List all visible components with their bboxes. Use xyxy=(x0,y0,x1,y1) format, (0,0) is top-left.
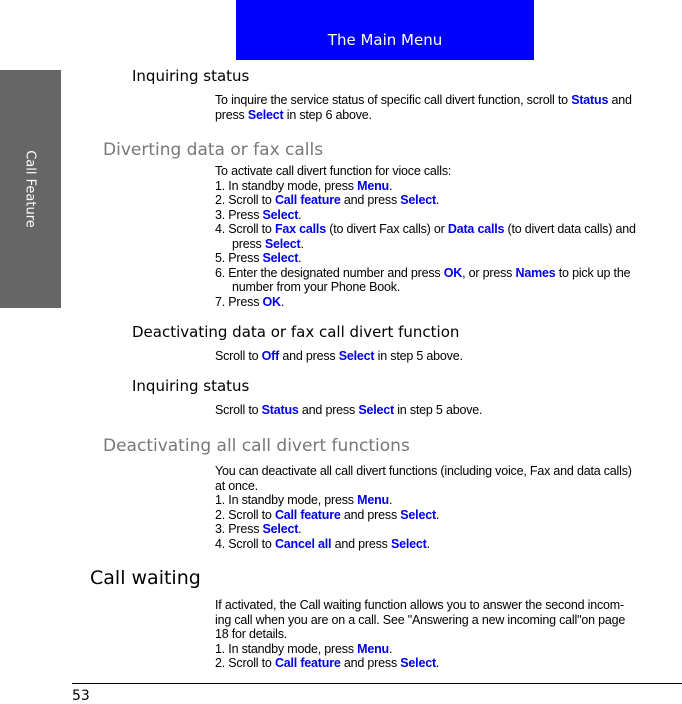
subsection-heading: Diverting data or fax calls xyxy=(103,140,324,160)
paragraph xyxy=(215,598,680,671)
text-line xyxy=(215,508,680,523)
text-line xyxy=(215,656,680,671)
text-line xyxy=(215,108,680,123)
text-run: at once. xyxy=(215,478,258,493)
text-line xyxy=(215,251,680,266)
text-run: If activated, the Call waiting function allows you to answer the second incom- xyxy=(215,598,624,612)
section-header xyxy=(236,0,534,60)
keyword: Select xyxy=(262,207,299,222)
text-line xyxy=(215,208,680,223)
page-number: 53 xyxy=(72,688,90,704)
text-run: . xyxy=(426,536,430,551)
text-run: number from your Phone Book. xyxy=(232,280,401,294)
text-line xyxy=(215,237,680,252)
text-run: To activate call divert function for vioce calls: xyxy=(215,164,452,178)
text-run: and press xyxy=(340,193,401,207)
text-run: (to divert Fax calls) or xyxy=(325,222,448,236)
text-run: in step 5 above. xyxy=(393,403,483,417)
keyword: Status xyxy=(261,403,299,417)
text-line xyxy=(215,464,680,479)
text-run: and press xyxy=(340,507,401,522)
keyword: OK xyxy=(443,265,463,280)
text-line xyxy=(215,598,680,613)
text-run: You can deactivate all call divert functions (including voice, Fax and data calls) xyxy=(215,464,632,478)
text-run: . xyxy=(388,493,393,507)
section-heading: Call waiting xyxy=(90,567,201,589)
topic-heading: Inquiring status xyxy=(132,377,250,395)
paragraph xyxy=(215,164,680,309)
text-line xyxy=(215,193,680,208)
keyword: OK xyxy=(262,294,281,309)
text-run: . xyxy=(300,236,304,251)
text-run: 18 for details. xyxy=(215,627,288,641)
text-run: in step 6 above. xyxy=(283,107,372,122)
text-run: 6. Enter the designated number and press xyxy=(215,265,444,280)
keyword: Off xyxy=(261,349,280,363)
text-line xyxy=(215,627,680,642)
text-run: 7. Press xyxy=(215,294,263,309)
footer-rule xyxy=(72,683,682,684)
keyword: Menu xyxy=(357,178,389,193)
text-run: . xyxy=(298,251,302,265)
text-line xyxy=(215,403,680,418)
text-run: and press xyxy=(298,403,359,417)
keyword: Select xyxy=(400,507,436,522)
keyword: Fax calls xyxy=(274,222,326,236)
text-run: and press xyxy=(279,349,339,363)
text-line xyxy=(215,179,680,194)
keyword: Select xyxy=(400,193,436,207)
text-run: 3. Press xyxy=(215,207,263,222)
subsection-heading: Deactivating all call divert functions xyxy=(103,436,410,456)
text-line xyxy=(215,479,680,494)
keyword: Status xyxy=(571,93,609,107)
text-line xyxy=(215,613,680,628)
text-line xyxy=(215,537,680,552)
keyword: Select xyxy=(390,536,427,551)
text-line xyxy=(215,266,680,281)
keyword: Select xyxy=(338,349,375,363)
keyword: Call feature xyxy=(274,193,341,207)
keyword: Call feature xyxy=(274,656,341,670)
topic-heading: Inquiring status xyxy=(132,67,250,85)
text-run: and press xyxy=(340,656,401,670)
text-run: . xyxy=(298,207,302,222)
keyword: Select xyxy=(247,107,284,122)
paragraph xyxy=(215,93,680,122)
text-run: and press xyxy=(331,536,391,551)
keyword: Call feature xyxy=(274,507,341,522)
text-run: 3. Press xyxy=(215,522,263,536)
text-run: . xyxy=(435,193,440,207)
keyword: Menu xyxy=(357,493,389,507)
keyword: Select xyxy=(264,236,301,251)
keyword: Names xyxy=(515,265,556,280)
text-run: 1. In standby mode, press xyxy=(215,641,358,656)
text-run: (to divert data calls) and xyxy=(504,222,636,236)
text-line xyxy=(215,222,680,237)
text-line xyxy=(215,642,680,657)
text-line xyxy=(215,493,680,508)
text-run: 4. Scroll to xyxy=(215,222,275,236)
header-title: The Main Menu xyxy=(327,31,443,49)
text-run: and xyxy=(608,93,632,107)
text-run: 1. In standby mode, press xyxy=(215,493,358,507)
text-line xyxy=(215,93,680,108)
topic-heading: Deactivating data or fax call divert function xyxy=(132,323,460,341)
text-line xyxy=(215,164,680,179)
text-run: 2. Scroll to xyxy=(215,656,275,670)
text-run: . xyxy=(298,522,302,536)
paragraph xyxy=(215,349,680,364)
keyword: Menu xyxy=(357,641,389,656)
text-run: 5. Press xyxy=(215,251,263,265)
text-line xyxy=(215,295,680,310)
keyword: Cancel all xyxy=(274,536,332,551)
text-line xyxy=(215,349,680,364)
text-run: to pick up the xyxy=(555,265,631,280)
text-run: To inquire the service status of specific call divert function, scroll to xyxy=(215,93,572,107)
text-line xyxy=(215,522,680,537)
paragraph xyxy=(215,403,680,418)
keyword: Select xyxy=(358,403,394,417)
text-run: press xyxy=(215,107,248,122)
text-run: 2. Scroll to xyxy=(215,193,275,207)
text-run: in step 5 above. xyxy=(374,349,463,363)
text-run: 2. Scroll to xyxy=(215,507,275,522)
paragraph xyxy=(215,464,680,551)
text-run: Scroll to xyxy=(215,349,262,363)
text-run: , or press xyxy=(462,265,516,280)
text-run: 1. In standby mode, press xyxy=(215,178,358,193)
text-run: ing call when you are on a call. See "Answering a new incoming call"on page xyxy=(215,612,626,627)
text-run: . xyxy=(388,641,393,656)
keyword: Select xyxy=(262,522,299,536)
text-run: press xyxy=(232,236,265,251)
text-run: . xyxy=(435,656,440,670)
side-tab-label: Call Feature xyxy=(22,150,38,228)
text-run: . xyxy=(388,178,393,193)
keyword: Data calls xyxy=(447,222,505,236)
text-run: Scroll to xyxy=(215,403,262,417)
keyword: Select xyxy=(400,656,436,670)
side-tab xyxy=(0,70,61,308)
text-run: . xyxy=(280,294,285,309)
keyword: Select xyxy=(262,251,299,265)
text-run: 4. Scroll to xyxy=(215,536,275,551)
text-line xyxy=(215,280,680,295)
text-run: . xyxy=(435,507,440,522)
